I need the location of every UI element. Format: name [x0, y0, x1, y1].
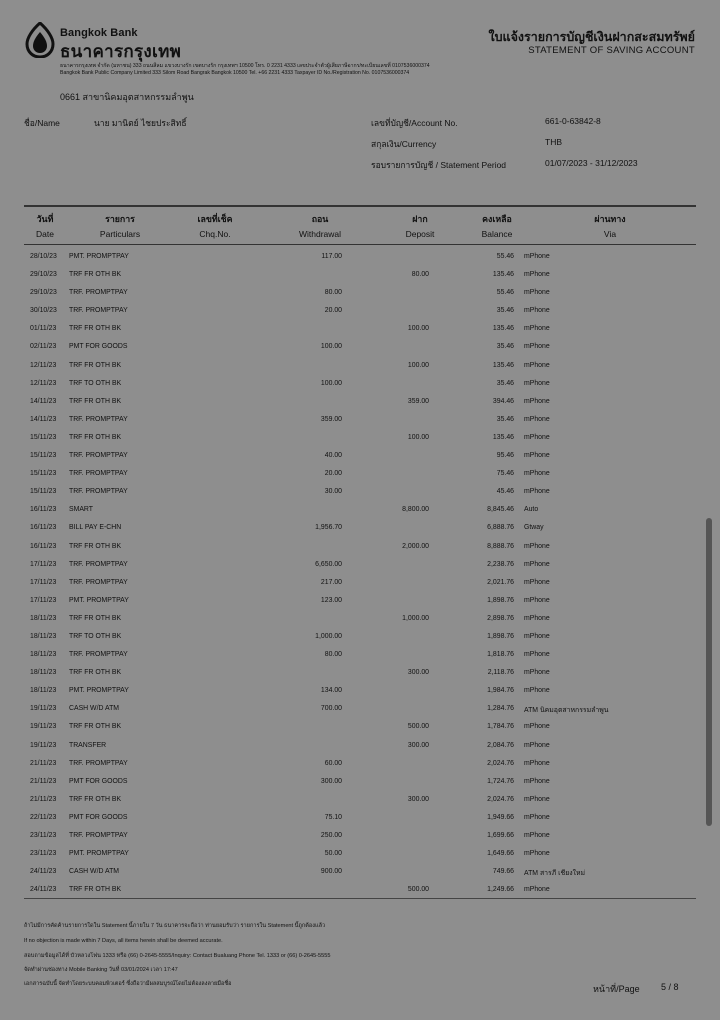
txn-particulars: TRF FR OTH BK	[69, 271, 122, 279]
txn-particulars: TRF TO OTH BK	[69, 379, 122, 387]
txn-via: mPhone	[524, 289, 550, 297]
txn-deposit: 1,000.00	[402, 614, 429, 622]
txn-particulars: TRF. PROMPTPAY	[69, 289, 128, 297]
txn-particulars: PMT FOR GOODS	[69, 777, 128, 785]
txn-withdrawal: 117.00	[321, 253, 342, 260]
txn-withdrawal: 75.10	[324, 813, 342, 821]
txn-via: mPhone	[524, 632, 550, 640]
txn-via: mPhone	[524, 307, 550, 315]
txn-balance: 135.46	[492, 433, 514, 441]
txn-via: mPhone	[524, 415, 550, 423]
statement-title-th: ใบแจ้งรายการบัญชีเงินฝากสะสมทรัพย์	[488, 30, 695, 44]
txn-balance: 6,888.76	[487, 524, 514, 532]
txn-via: mPhone	[524, 687, 550, 695]
txn-particulars: TRF. PROMPTPAY	[69, 651, 128, 659]
txn-via: mPhone	[524, 723, 550, 731]
txn-via: mPhone	[524, 488, 550, 496]
txn-via: mPhone	[524, 433, 550, 441]
txn-particulars: TRF FR OTH BK	[69, 325, 122, 333]
txn-date: 01/11/23	[30, 325, 57, 333]
table-row	[0, 685, 720, 703]
txn-via: mPhone	[524, 470, 550, 478]
txn-particulars: TRF FR OTH BK	[69, 614, 122, 622]
txn-via: mPhone	[524, 741, 550, 749]
txn-withdrawal: 60.00	[324, 759, 342, 767]
txn-date: 14/11/23	[30, 415, 57, 423]
txn-balance: 35.46	[496, 343, 514, 351]
statement-period-label: รอบรายการบัญชี / Statement Period	[371, 160, 507, 170]
txn-particulars: TRF FR OTH BK	[69, 795, 122, 803]
txn-balance: 95.46	[496, 452, 514, 460]
txn-withdrawal: 123.00	[320, 596, 342, 604]
txn-withdrawal: 6,650.00	[315, 560, 342, 568]
table-bottom-rule	[24, 898, 696, 899]
footer-generated: จัดทำผ่านช่องทาง Mobile Banking วันที่ 03/01/2024 เวลา 17:47	[24, 967, 178, 973]
txn-particulars: PMT. PROMPTPAY	[69, 596, 129, 604]
txn-withdrawal: 20.00	[324, 470, 342, 478]
txn-via: mPhone	[524, 253, 550, 260]
account-holder-name: นาย มานิตย์ ไชยประสิทธิ์	[94, 118, 187, 128]
table-row	[0, 287, 720, 305]
txn-date: 23/11/23	[30, 832, 57, 839]
txn-date: 14/11/23	[30, 397, 57, 405]
table-row	[0, 341, 720, 359]
txn-particulars: PMT. PROMPTPAY	[69, 253, 129, 260]
txn-date: 28/10/23	[30, 253, 57, 260]
footer-note-th: ถ้าไม่มีการคัดค้านรายการใดใน Statement นี้ภายใน 7 วัน ธนาคารจะถือว่า ท่านยอมรับว่า รายการใน Statement นี้ถูกต้องแล้ว	[24, 923, 326, 929]
txn-date: 02/11/23	[30, 343, 57, 351]
txn-via: mPhone	[524, 832, 550, 839]
page-label: หน้าที่/Page	[593, 984, 640, 994]
txn-particulars: TRF FR OTH BK	[69, 542, 122, 550]
bank-name-th: ธนาคารกรุงเทพ	[60, 42, 182, 61]
txn-particulars: TRF. PROMPTPAY	[69, 488, 128, 496]
footer-disclaimer: เอกสารฉบับนี้ จัดทำโดยระบบคอมพิวเตอร์ ซึ่งถือว่ามีผลสมบูรณ์โดยไม่ต้องลงลายมือชื่อ	[24, 981, 232, 987]
branch-name: 0661 สาขานิคมอุตสาหกรรมลำพูน	[60, 92, 194, 102]
txn-date: 22/11/23	[30, 813, 57, 821]
txn-via: mPhone	[524, 850, 550, 858]
table-header-rule	[24, 244, 696, 245]
txn-withdrawal: 1,956.70	[315, 524, 342, 532]
txn-via: mPhone	[524, 886, 550, 894]
txn-date: 15/11/23	[30, 488, 57, 496]
table-row	[0, 504, 720, 522]
txn-via: mPhone	[524, 669, 550, 677]
txn-particulars: TRF FR OTH BK	[69, 723, 122, 731]
txn-withdrawal: 20.00	[324, 307, 342, 315]
txn-withdrawal: 80.00	[324, 651, 342, 659]
txn-via: mPhone	[524, 578, 550, 586]
txn-particulars: TRANSFER	[69, 741, 107, 749]
txn-via: mPhone	[524, 614, 550, 622]
table-row	[0, 703, 720, 721]
txn-balance: 1,249.66	[487, 886, 514, 894]
txn-balance: 35.46	[496, 307, 514, 315]
col-header-particulars: รายการ Particulars	[99, 214, 141, 239]
txn-via: mPhone	[524, 759, 550, 767]
table-row	[0, 866, 720, 884]
account-number-label: เลขที่บัญชี/Account No.	[371, 118, 458, 128]
txn-deposit: 300.00	[407, 795, 429, 803]
table-row	[0, 269, 720, 287]
table-top-rule	[24, 205, 696, 207]
table-row	[0, 667, 720, 685]
txn-withdrawal: 100.00	[320, 379, 342, 387]
txn-particulars: TRF. PROMPTPAY	[69, 470, 128, 478]
txn-date: 12/11/23	[30, 361, 57, 369]
table-row	[0, 830, 720, 848]
txn-deposit: 8,800.00	[402, 506, 429, 514]
table-row	[0, 595, 720, 613]
txn-date: 17/11/23	[30, 596, 57, 604]
txn-withdrawal: 217.00	[320, 578, 342, 586]
txn-particulars: CASH W/D ATM	[69, 868, 120, 876]
txn-via: mPhone	[524, 271, 550, 279]
txn-balance: 2,024.76	[487, 795, 514, 803]
footer-note-en: If no objection is made within 7 Days, all items herein shall be deemed accurate.	[24, 938, 223, 944]
txn-particulars: TRF TO OTH BK	[69, 632, 122, 640]
txn-particulars: BILL PAY E-CHN	[69, 524, 122, 532]
txn-balance: 1,949.66	[487, 813, 514, 821]
txn-balance: 45.46	[496, 488, 514, 496]
txn-date: 21/11/23	[30, 759, 57, 767]
txn-particulars: TRF FR OTH BK	[69, 886, 122, 894]
txn-date: 18/11/23	[30, 632, 57, 640]
table-row	[0, 432, 720, 450]
table-row	[0, 559, 720, 577]
scrollbar[interactable]	[706, 518, 712, 826]
statement-period: 01/07/2023 - 31/12/2023	[545, 158, 638, 168]
table-row	[0, 740, 720, 758]
txn-date: 29/10/23	[30, 271, 57, 279]
table-row	[0, 450, 720, 468]
table-row	[0, 378, 720, 396]
currency-label: สกุลเงิน/Currency	[371, 139, 437, 149]
txn-withdrawal: 900.00	[320, 868, 342, 876]
txn-via: mPhone	[524, 777, 550, 785]
table-row	[0, 251, 720, 269]
table-row	[0, 468, 720, 486]
txn-via: Gtway	[524, 524, 544, 532]
txn-withdrawal: 30.00	[324, 488, 342, 496]
txn-balance: 2,898.76	[487, 614, 514, 622]
txn-via: mPhone	[524, 651, 550, 659]
table-row	[0, 721, 720, 739]
txn-date: 15/11/23	[30, 433, 57, 441]
col-header-date: วันที่ Date	[36, 214, 54, 239]
txn-balance: 2,118.76	[487, 669, 514, 677]
table-row	[0, 396, 720, 414]
txn-withdrawal: 134.00	[320, 687, 342, 695]
txn-balance: 1,818.76	[487, 651, 514, 659]
table-row	[0, 649, 720, 667]
txn-balance: 1,898.76	[487, 596, 514, 604]
txn-balance: 55.46	[496, 289, 514, 297]
txn-particulars: TRF. PROMPTPAY	[69, 560, 128, 568]
txn-withdrawal: 100.00	[320, 343, 342, 351]
txn-via: mPhone	[524, 361, 550, 369]
txn-balance: 8,845.46	[487, 506, 514, 514]
txn-date: 18/11/23	[30, 669, 57, 677]
txn-balance: 1,784.76	[487, 723, 514, 731]
txn-date: 12/11/23	[30, 379, 57, 387]
txn-date: 23/11/23	[30, 850, 57, 858]
txn-balance: 35.46	[496, 415, 514, 423]
txn-date: 21/11/23	[30, 777, 57, 785]
txn-particulars: TRF FR OTH BK	[69, 433, 122, 441]
txn-via: mPhone	[524, 325, 550, 333]
txn-date: 15/11/23	[30, 470, 57, 478]
txn-balance: 1,649.66	[487, 850, 514, 858]
bank-name-en: Bangkok Bank	[60, 27, 138, 39]
txn-balance: 749.66	[492, 868, 514, 876]
txn-via: ATM สารภี เชียงใหม่	[524, 870, 586, 878]
table-row	[0, 577, 720, 595]
txn-withdrawal: 80.00	[324, 289, 342, 297]
txn-balance: 75.46	[496, 470, 514, 478]
txn-particulars: TRF. PROMPTPAY	[69, 415, 128, 423]
txn-particulars: PMT. PROMPTPAY	[69, 687, 129, 695]
txn-balance: 2,084.76	[487, 741, 514, 749]
txn-particulars: TRF FR OTH BK	[69, 669, 122, 677]
txn-date: 16/11/23	[30, 506, 57, 514]
txn-withdrawal: 1,000.00	[315, 632, 342, 640]
txn-withdrawal: 700.00	[320, 705, 342, 713]
txn-date: 30/10/23	[30, 307, 57, 315]
txn-via: mPhone	[524, 813, 550, 821]
txn-particulars: PMT. PROMPTPAY	[69, 850, 129, 858]
table-row	[0, 414, 720, 432]
table-row	[0, 360, 720, 378]
txn-date: 24/11/23	[30, 886, 57, 894]
txn-particulars: TRF. PROMPTPAY	[69, 307, 128, 315]
txn-deposit: 500.00	[407, 886, 429, 894]
txn-deposit: 100.00	[407, 325, 429, 333]
txn-particulars: TRF. PROMPTPAY	[69, 452, 128, 460]
col-header-via: ผ่านทาง Via	[594, 214, 626, 239]
txn-balance: 2,021.76	[487, 578, 514, 586]
txn-balance: 135.46	[492, 271, 514, 279]
txn-balance: 1,984.76	[487, 687, 514, 695]
bank-address-en: Bangkok Bank Public Company Limited 333 Silom Road Bangrak Bangkok 10500 Tel. +66 2231 4333 Taxpayer ID No./Registration No. 0107536000374	[60, 70, 410, 76]
table-row	[0, 541, 720, 559]
txn-particulars: TRF FR OTH BK	[69, 361, 122, 369]
txn-date: 18/11/23	[30, 651, 57, 659]
currency-value: THB	[545, 137, 562, 147]
table-row	[0, 522, 720, 540]
txn-via: mPhone	[524, 343, 550, 351]
txn-particulars: TRF. PROMPTPAY	[69, 759, 128, 767]
statement-title-en: STATEMENT OF SAVING ACCOUNT	[528, 45, 695, 56]
txn-particulars: TRF. PROMPTPAY	[69, 578, 128, 586]
txn-balance: 1,898.76	[487, 632, 514, 640]
txn-date: 18/11/23	[30, 687, 57, 695]
txn-withdrawal: 300.00	[320, 777, 342, 785]
txn-balance: 135.46	[492, 325, 514, 333]
txn-balance: 1,724.76	[487, 777, 514, 785]
table-row	[0, 758, 720, 776]
table-row	[0, 848, 720, 866]
txn-particulars: SMART	[69, 506, 93, 514]
txn-date: 19/11/23	[30, 723, 57, 731]
txn-via: mPhone	[524, 596, 550, 604]
txn-balance: 2,238.76	[487, 560, 514, 568]
txn-particulars: CASH W/D ATM	[69, 705, 120, 713]
txn-via: mPhone	[524, 795, 550, 803]
txn-date: 24/11/23	[30, 868, 57, 876]
txn-via: mPhone	[524, 452, 550, 460]
txn-withdrawal: 50.00	[324, 850, 342, 858]
col-header-withdrawal: ถอน Withdrawal	[298, 214, 342, 239]
table-row	[0, 776, 720, 794]
txn-deposit: 500.00	[407, 723, 429, 731]
txn-balance: 1,284.76	[487, 705, 514, 713]
page-number: 5 / 8	[661, 982, 679, 992]
txn-deposit: 100.00	[407, 361, 429, 369]
txn-via: ATM นิคมอุตสาหกรรมลำพูน	[524, 707, 609, 715]
txn-deposit: 359.00	[407, 397, 429, 405]
txn-date: 21/11/23	[30, 795, 57, 803]
col-header-deposit: ฝาก Deposit	[405, 214, 435, 239]
table-row	[0, 486, 720, 504]
txn-deposit: 2,000.00	[402, 542, 429, 550]
txn-deposit: 300.00	[407, 669, 429, 677]
table-row	[0, 812, 720, 830]
txn-via: mPhone	[524, 542, 550, 550]
col-header-chq: เลขที่เช็ค Chq.No.	[197, 214, 233, 239]
txn-date: 29/10/23	[30, 289, 57, 297]
txn-deposit: 300.00	[407, 741, 429, 749]
txn-date: 18/11/23	[30, 614, 57, 622]
account-number: 661-0-63842-8	[545, 116, 601, 126]
txn-withdrawal: 40.00	[324, 452, 342, 460]
bangkok-bank-logo-icon	[24, 22, 56, 58]
txn-balance: 2,024.76	[487, 759, 514, 767]
txn-particulars: TRF FR OTH BK	[69, 397, 122, 405]
txn-balance: 35.46	[496, 379, 514, 387]
txn-balance: 394.46	[492, 397, 514, 405]
name-label: ชื่อ/Name	[24, 118, 60, 128]
table-row	[0, 323, 720, 341]
table-row	[0, 631, 720, 649]
txn-particulars: PMT FOR GOODS	[69, 813, 128, 821]
txn-balance: 1,699.66	[487, 832, 514, 839]
txn-date: 16/11/23	[30, 524, 57, 532]
txn-deposit: 80.00	[411, 271, 429, 279]
txn-date: 16/11/23	[30, 542, 57, 550]
txn-date: 19/11/23	[30, 741, 57, 749]
txn-date: 17/11/23	[30, 560, 57, 568]
txn-via: mPhone	[524, 560, 550, 568]
txn-date: 17/11/23	[30, 578, 57, 586]
table-row	[0, 613, 720, 631]
bank-address-th: ธนาคารกรุงเทพ จำกัด (มหาชน) 333 ถนนสีลม แขวงบางรัก เขตบางรัก กรุงเทพฯ 10500 โทร. 0 2231 4333 เลขประจำตัวผู้เสียภาษีอากร/ทะเบียนเลขที่ 0107536000374	[60, 63, 430, 69]
txn-via: mPhone	[524, 397, 550, 405]
txn-withdrawal: 250.00	[320, 832, 342, 839]
txn-via: Auto	[524, 506, 539, 514]
table-row	[0, 305, 720, 323]
txn-particulars: PMT FOR GOODS	[69, 343, 128, 351]
table-row	[0, 794, 720, 812]
txn-balance: 8,888.76	[487, 542, 514, 550]
txn-date: 19/11/23	[30, 705, 57, 713]
txn-date: 15/11/23	[30, 452, 57, 460]
txn-deposit: 100.00	[407, 433, 429, 441]
txn-balance: 135.46	[492, 361, 514, 369]
table-row	[0, 884, 720, 902]
transaction-list	[0, 251, 720, 902]
txn-withdrawal: 359.00	[320, 415, 342, 423]
txn-particulars: TRF. PROMPTPAY	[69, 832, 128, 839]
txn-balance: 55.46	[496, 253, 514, 260]
col-header-balance: คงเหลือ Balance	[481, 214, 513, 239]
txn-via: mPhone	[524, 379, 550, 387]
footer-contact: สอบถามข้อมูลได้ที่ บัวหลวงโฟน 1333 หรือ (66) 0-2645-5555/Inquiry: Contact Bualuang Phone Tel. 1333 or (66) 0-2645-5555	[24, 953, 331, 959]
